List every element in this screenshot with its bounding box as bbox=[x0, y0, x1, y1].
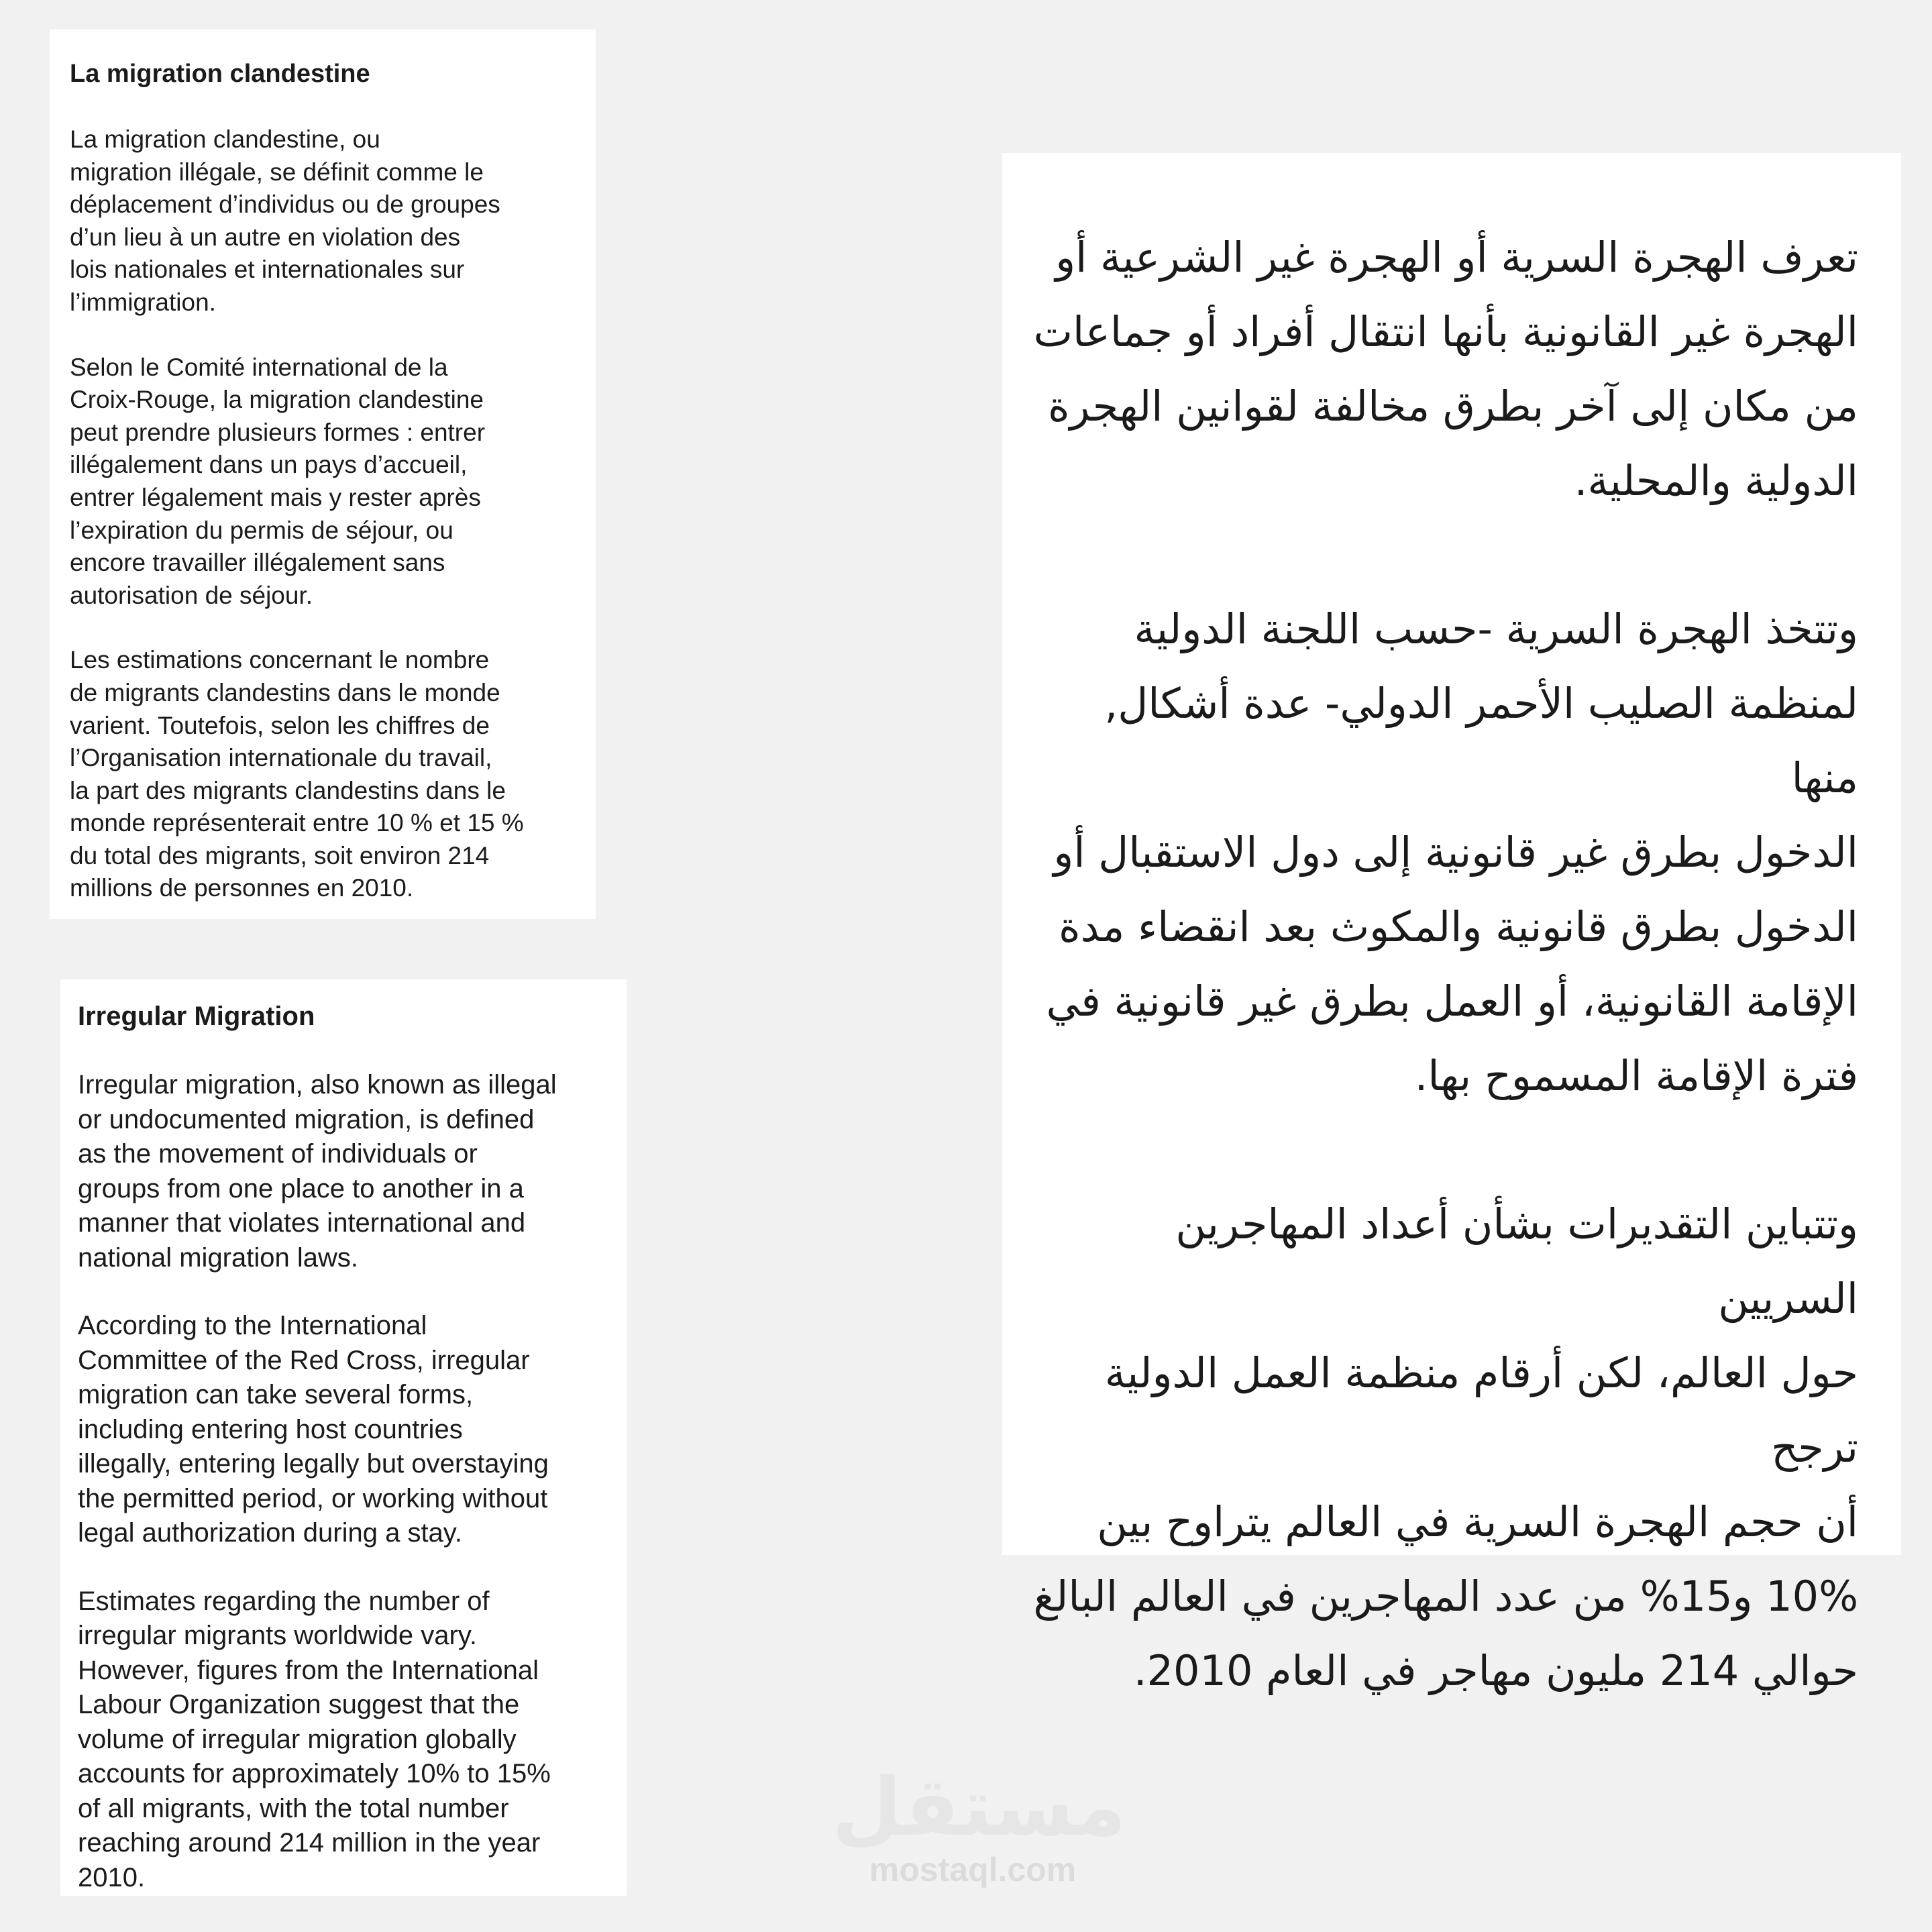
english-paragraph-3: Estimates regarding the number of irregular migrants worldwide vary. However, figures from the International Labour Organization suggest that the volume of irregular migration globally accounts for approximately 10% to 15% of all migrants, with the total number reaching around 214 million in the year 2010. bbox=[78, 1586, 551, 1892]
french-paragraph-2: Selon le Comité international de la Croix-Rouge, la migration clandestine peut prendre plusieurs formes : entrer illégalement dans un pays d’accueil, entrer légalement mais y rester après l’expiration du permis de séjour, ou encore travailler illégalement sans autorisation de séjour. bbox=[70, 353, 486, 609]
watermark-url: mostaql.com bbox=[869, 1851, 1077, 1888]
french-text-panel bbox=[50, 30, 596, 919]
arabic-text-panel bbox=[1002, 153, 1901, 1695]
english-title: Irregular Migration bbox=[78, 1002, 315, 1031]
french-title: La migration clandestine bbox=[70, 60, 370, 88]
french-paragraph-1: La migration clandestine, ou migration illégale, se définit comme le déplacement d’individus ou de groupes d’un lieu à un autre en violation des lois nationales et internationales sur l’immigration. bbox=[70, 125, 500, 316]
arabic-paragraph-2: وتتخذ الهجرة السرية -حسب اللجنة الدولية لمنظمة الصليب الأحمر الدولي- عدة أشكال, منها الدخول بطرق غير قانونية إلى دول الاستقبال أو الدخول بطرق قانونية والمكوث بعد انقضاء مدة الإقامة القانونية، أو العمل بطرق غير قانونية في فترة الإقامة المسموح بها. bbox=[1046, 604, 1858, 1100]
english-paragraph-2: According to the International Committee of the Red Cross, irregular migration can take several forms, including entering host countries illegally, entering legally but overstaying the permitted period, or working without legal authorization during a stay. bbox=[78, 1311, 549, 1548]
mostaql-watermark bbox=[832, 1761, 1126, 1888]
english-paragraph-1: Irregular migration, also known as illegal or undocumented migration, is defined as the movement of individuals or groups from one place to another in a manner that violates international and national migration laws. bbox=[78, 1070, 557, 1273]
arabic-paragraph-3: وتتباين التقديرات بشأن أعداد المهاجرين السريين حول العالم، لكن أرقام منظمة العمل الدولية ترجح أن حجم الهجرة السرية في العالم يتراوح بين 10% و15% من عدد المهاجرين في العالم البالغ حوالي 214 مليون مهاجر في العام 2010. bbox=[1033, 1199, 1858, 1695]
english-text-panel bbox=[60, 979, 627, 1896]
arabic-paragraph-1: تعرف الهجرة السرية أو الهجرة غير الشرعية أو الهجرة غير القانونية بأنها انتقال أفراد أو جماعات من مكان إلى آخر بطرق مخالفة لقوانين الهجرة الدولية والمحلية. bbox=[1033, 233, 1858, 505]
french-paragraph-3: Les estimations concernant le nombre de migrants clandestins dans le monde varient. Toutefois, selon les chiffres de l’Organisation internationale du travail, la part des migrants clandestins dans le monde représenterait entre 10 % et 15 % du total des migrants, soit environ 214 millions de personnes en 2010. bbox=[70, 646, 524, 902]
mostaql-logo: مستقل bbox=[832, 1761, 1126, 1854]
